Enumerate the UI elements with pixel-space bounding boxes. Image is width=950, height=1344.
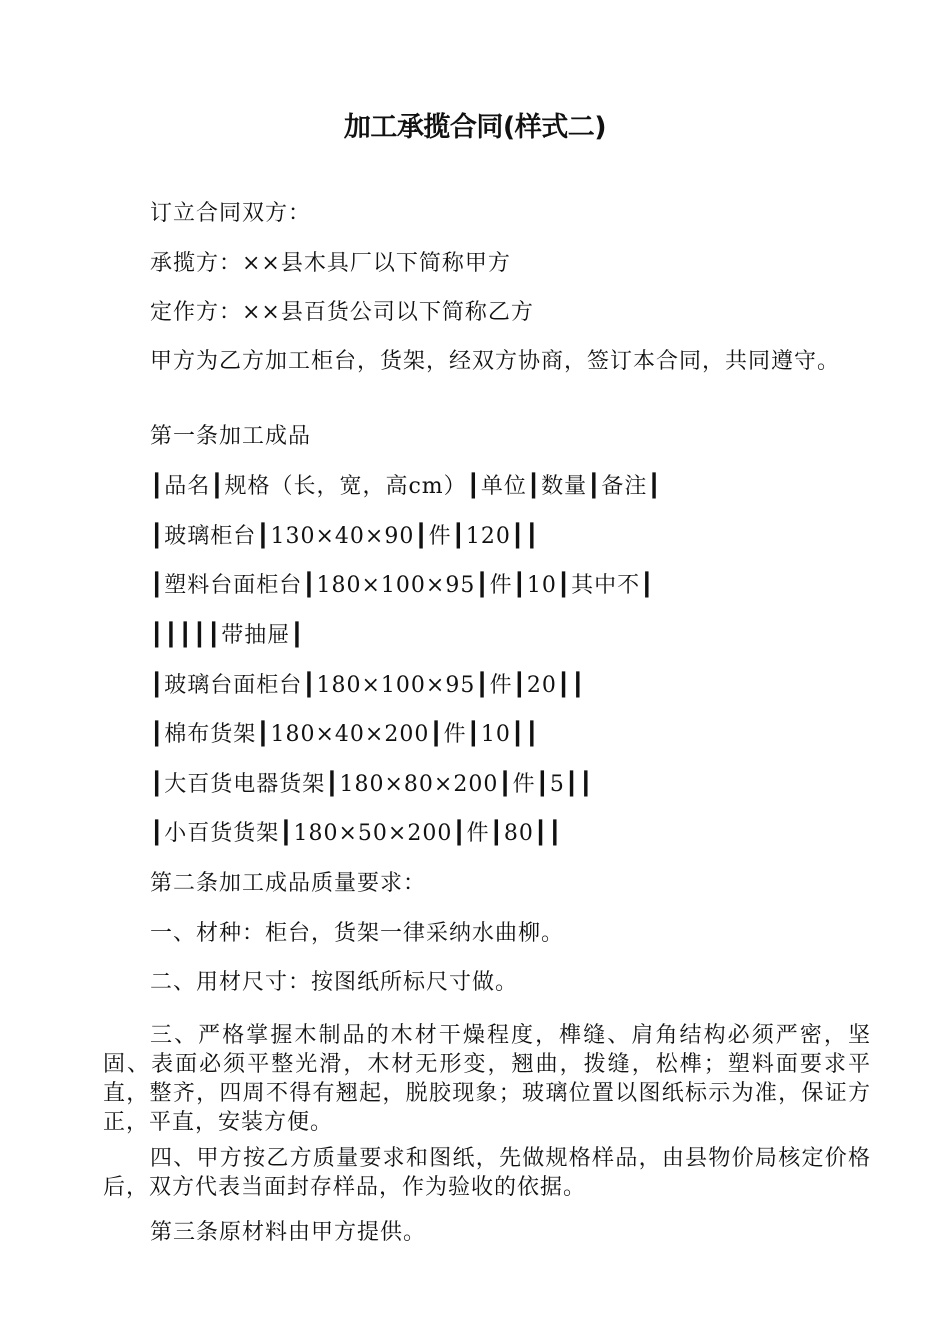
- agreement-line: 甲方为乙方加工柜台，货架，经双方协商，签订本合同，共同遵守。: [150, 349, 841, 374]
- table-row: ┃┃┃┃┃带抽屉┃: [150, 623, 305, 648]
- table-row: ┃玻璃台面柜台┃180×100×95┃件┃20┃┃: [150, 673, 586, 698]
- article-1-heading: 第一条加工成品: [150, 424, 312, 449]
- article-3-line: 第三条原材料由甲方提供。: [150, 1220, 427, 1245]
- contract-title: 加工承揽合同(样式二): [343, 112, 607, 143]
- article-2-heading: 第二条加工成品质量要求：: [150, 871, 427, 896]
- orderer-line: 定作方：××县百货公司以下简称乙方: [150, 300, 534, 325]
- table-row: ┃大百货电器货架┃180×80×200┃件┃5┃┃: [150, 772, 594, 797]
- quality-item-2: 二、用材尺寸：按图纸所标尺寸做。: [150, 970, 519, 995]
- quality-item-1: 一、材种：柜台，货架一律采纳水曲柳。: [150, 921, 565, 946]
- quality-item-4: 四、甲方按乙方质量要求和图纸，先做规格样品，由县物价局核定价格后，双方代表当面封存样品，作为验收的依据。: [103, 1146, 871, 1200]
- table-row: ┃棉布货架┃180×40×200┃件┃10┃┃: [150, 722, 540, 747]
- quality-item-3: 三、严格掌握木制品的木材干燥程度，榫缝、肩角结构必须严密，坚固、表面必须平整光滑，木材无形变，翘曲，拨缝，松榫；塑料面要求平直，整齐，四周不得有翘起，脱胶现象；玻璃位置以图纸标示为准，保证方正，平直，安装方便。: [103, 1023, 871, 1135]
- table-header-row: ┃品名┃规格（长，宽，高cm）┃单位┃数量┃备注┃: [150, 474, 662, 499]
- table-row: ┃小百货货架┃180×50×200┃件┃80┃┃: [150, 821, 563, 846]
- table-row: ┃塑料台面柜台┃180×100×95┃件┃10┃其中不┃: [150, 573, 655, 598]
- contractor-line: 承揽方：××县木具厂以下简称甲方: [150, 251, 511, 276]
- table-row: ┃玻璃柜台┃130×40×90┃件┃120┃┃: [150, 524, 540, 549]
- parties-heading: 订立合同双方：: [150, 201, 312, 226]
